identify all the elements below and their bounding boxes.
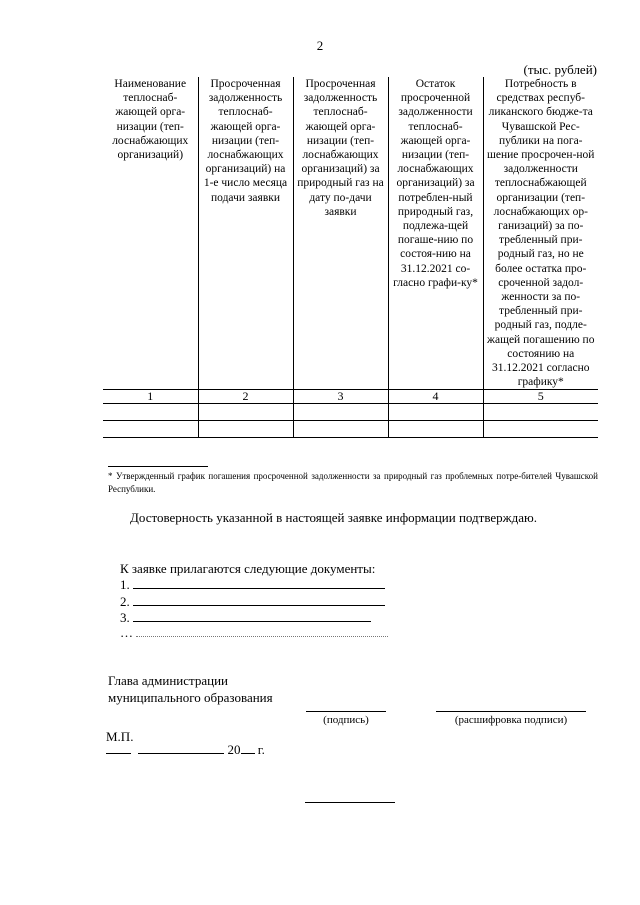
signature-decoding-line[interactable] [436, 711, 586, 712]
signature-line[interactable] [306, 711, 386, 712]
table-cell[interactable] [388, 421, 483, 438]
document-item-number: 2. [120, 594, 130, 609]
document-item-more [120, 625, 388, 640]
header-cell-overdue-gas: Просроченная задолженность теплоснаб-жающей орга-низации (теп-лоснабжающих организаций) за природный газ на дату по-дачи заявки [293, 77, 388, 390]
document-item-number: 3. [120, 610, 130, 625]
table-number-row [103, 390, 598, 404]
table-cell[interactable] [293, 421, 388, 438]
page-number: 2 [316, 38, 324, 53]
confirmation-text: Достоверность указанной в настоящей заявке информации подтверждаю. [130, 510, 537, 525]
date-day-field[interactable] [106, 742, 131, 754]
document-item-3 [120, 610, 371, 625]
document-entry-field[interactable] [136, 625, 388, 637]
document-item-number: … [120, 625, 133, 640]
document-item-2 [120, 594, 385, 609]
footnote-divider [108, 466, 208, 467]
table-cell[interactable] [198, 421, 293, 438]
column-number: 1 [103, 390, 198, 404]
column-number: 4 [388, 390, 483, 404]
footnote: * Утвержденный график погашения просроченной задолженности за природный газ проблемных потре-бителей Чувашской Республики. [108, 471, 598, 494]
table-cell[interactable] [198, 404, 293, 421]
document-entry-field[interactable] [133, 610, 371, 622]
stamp-label: М.П. [106, 729, 134, 744]
column-number: 5 [483, 390, 598, 404]
table-cell[interactable] [293, 404, 388, 421]
signature-decoding-caption: (расшифровка подписи) [454, 714, 568, 726]
document-entry-field[interactable] [133, 594, 385, 606]
table-row [103, 421, 598, 438]
signer-title-line1: Глава администрации [108, 673, 229, 688]
table-cell[interactable] [483, 404, 598, 421]
header-cell-remaining-debt: Остаток просроченной задолженности теплоснаб-жающей орга-низации (теп-лоснабжающих организаций) за потреблен-ный природный газ, подлежа-щей погаше-нию по состоя-нию на 31.12.2021 со-гласно графи-ку* [388, 77, 483, 390]
document-entry-field[interactable] [133, 577, 385, 589]
signer-block [108, 672, 273, 706]
date-year-field[interactable] [241, 742, 255, 754]
document-item-1 [120, 577, 385, 592]
signature-caption: (подпись) [323, 714, 369, 726]
table-cell[interactable] [103, 421, 198, 438]
date-month-field[interactable] [138, 742, 224, 754]
bottom-signature-line[interactable] [305, 802, 395, 803]
units-label: (тыс. рублей) [523, 62, 597, 77]
date-year-suffix: г. [257, 742, 265, 757]
table-header-row [103, 77, 598, 390]
header-cell-overdue-first-day: Просроченная задолженность теплоснаб-жающей орга-низации (теп-лоснабжающих организаций) на 1-е число месяца подачи заявки [198, 77, 293, 390]
table-cell[interactable] [388, 404, 483, 421]
table-row [103, 404, 598, 421]
table-cell[interactable] [483, 421, 598, 438]
debt-table [103, 77, 598, 438]
documents-title: К заявке прилагаются следующие документы: [120, 561, 376, 576]
column-number: 2 [198, 390, 293, 404]
signer-title-line2: муниципального образования [108, 690, 273, 705]
table-cell[interactable] [103, 404, 198, 421]
document-item-number: 1. [120, 577, 130, 592]
header-cell-budget-need: Потребность в средствах респуб-ликанского бюдже-та Чувашской Рес-публики на пога-шение просрочен-ной задолженности теплоснабжающей организации (теп-лоснабжающих ор-ганизаций) за по-требленный при-родный газ, но не более остатка про-сроченной задол-женности за по-требленный при-родный газ, подле-жащей погашению по состоянию на 31.12.2021 согласно графику* [483, 77, 598, 390]
header-cell-org-name: Наименование теплоснаб-жающей орга-низации (теп-лоснабжающих организаций) [103, 77, 198, 390]
date-row [106, 742, 265, 758]
column-number: 3 [293, 390, 388, 404]
date-year-prefix: 20 [227, 742, 241, 757]
